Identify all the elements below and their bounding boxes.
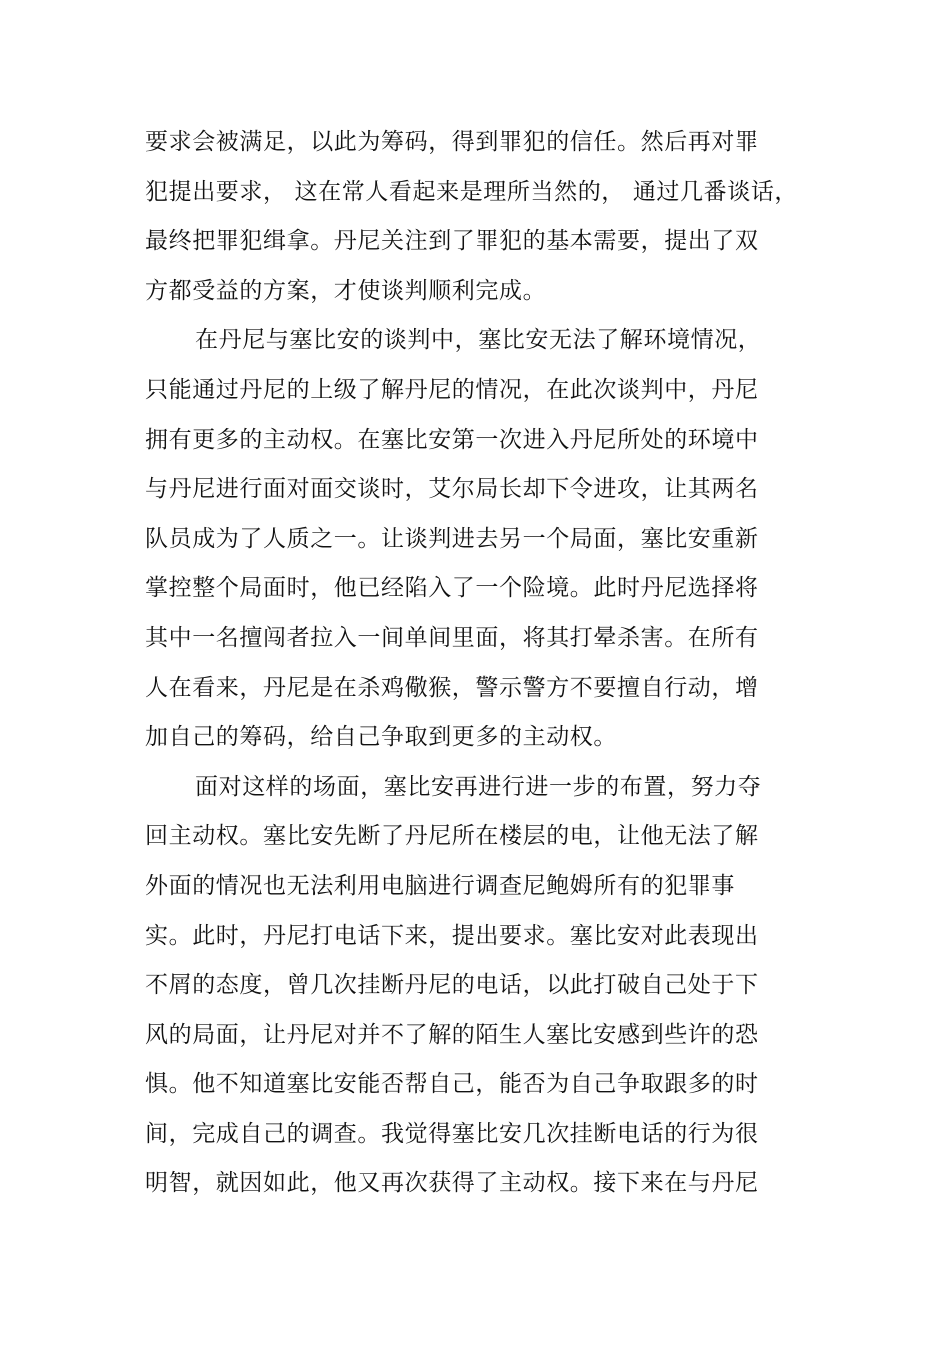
text-line: 方都受益的方案，才使谈判顺利完成。 (145, 277, 547, 304)
text-line: 间，完成自己的调查。我觉得塞比安几次挂断电话的行为很 (145, 1120, 759, 1147)
text-line: 惧。他不知道塞比安能否帮自己，能否为自己争取跟多的时 (145, 1071, 759, 1098)
text-line: 拥有更多的主动权。在塞比安第一次进入丹尼所处的环境中 (145, 426, 759, 453)
text-line: 犯提出要求， 这在常人看起来是理所当然的， 通过几番谈话， (145, 178, 799, 205)
text-line: 要求会被满足，以此为筹码，得到罪犯的信任。然后再对罪 (145, 129, 759, 155)
text-line: 最终把罪犯缉拿。丹尼关注到了罪犯的基本需要，提出了双 (145, 228, 759, 255)
body-text (145, 124, 805, 1215)
text-line: 加自己的筹码，给自己争取到更多的主动权。 (145, 724, 617, 751)
paragraph-first-line: 面对这样的场面，塞比安再进行进一步的布置，努力夺 (195, 773, 762, 800)
text-line: 明智，就因如此，他又再次获得了主动权。接下来在与丹尼 (145, 1170, 759, 1197)
text-line: 回主动权。塞比安先断了丹尼所在楼层的电，让他无法了解 (145, 823, 759, 850)
text-line: 掌控整个局面时，他已经陷入了一个险境。此时丹尼选择将 (145, 575, 759, 602)
text-line: 队员成为了人质之一。让谈判进去另一个局面，塞比安重新 (145, 525, 759, 552)
text-line: 外面的情况也无法利用电脑进行调查尼鲍姆所有的犯罪事 (145, 872, 735, 899)
text-line: 与丹尼进行面对面交谈时，艾尔局长却下令进攻，让其两名 (145, 476, 759, 503)
text-line: 只能通过丹尼的上级了解丹尼的情况，在此次谈判中，丹尼 (145, 376, 759, 403)
text-line: 风的局面，让丹尼对并不了解的陌生人塞比安感到些许的恐 (145, 1021, 759, 1048)
text-line: 人在看来，丹尼是在杀鸡儆猴，警示警方不要擅自行动，增 (145, 674, 759, 701)
paragraph-first-line: 在丹尼与塞比安的谈判中，塞比安无法了解环境情况， (195, 327, 762, 354)
text-line: 其中一名擅闯者拉入一间单间里面，将其打晕杀害。在所有 (145, 624, 759, 651)
text-line: 实。此时，丹尼打电话下来，提出要求。塞比安对此表现出 (145, 922, 759, 949)
text-line: 不屑的态度，曾几次挂断丹尼的电话，以此打破自己处于下 (145, 972, 759, 999)
